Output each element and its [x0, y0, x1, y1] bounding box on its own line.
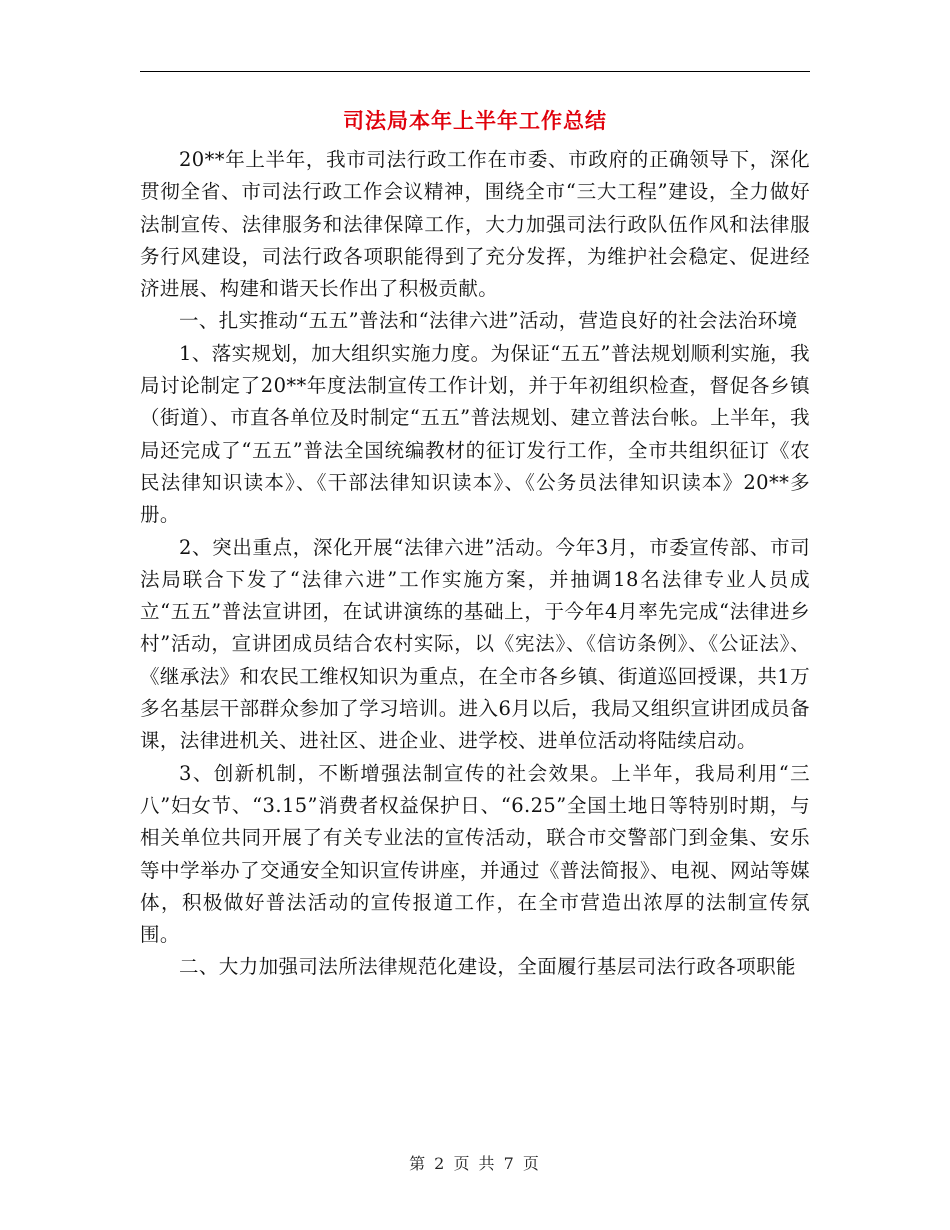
body-paragraph-3: 3、创新机制，不断增强法制宣传的社会效果。上半年，我局利用“三八”妇女节、“3.15”消费者权益保护日、“6.25”全国土地日等特别时期，与相关单位共同开展了有关专业法的宣传活动，联合市交警部门到金集、安乐等中学举办了交通安全知识宣传讲座，并通过《普法简报》、电视、网站等媒体，积极做好普法活动的宣传报道工作，在全市营造出浓厚的法制宣传氛围。 [140, 761, 810, 947]
document-page [140, 104, 810, 984]
intro-paragraph: 20**年上半年，我市司法行政工作在市委、市政府的正确领导下，深化贯彻全省、市司法行政工作会议精神，围绕全市“三大工程”建设，全力做好法制宣传、法律服务和法律保障工作，大力加强司法行政队伍作风和法律服务行风建设，司法行政各项职能得到了充分发挥，为维护社会稳定、促进经济进展、构建和谐天长作出了积极贡献。 [140, 148, 810, 301]
section-heading-1: 一、扎实推动“五五”普法和“法律六进”活动，营造良好的社会法治环境 [179, 309, 798, 333]
page-number-footer: 第 2 页 共 7 页 [409, 1154, 541, 1173]
document-body [140, 144, 810, 984]
document-title: 司法局本年上半年工作总结 [343, 108, 607, 133]
body-paragraph-1: 1、落实规划，加大组织实施力度。为保证“五五”普法规划顺利实施，我局讨论制定了20**年度法制宣传工作计划，并于年初组织检查，督促各乡镇（街道）、市直各单位及时制定“五五”普法规划、建立普法台帐。上半年，我局还完成了“五五”普法全国统编教材的征订发行工作，全市共组织征订《农民法律知识读本》、《干部法律知识读本》、《公务员法律知识读本》20**多册。 [140, 341, 810, 527]
body-paragraph-2: 2、突出重点，深化开展“法律六进”活动。今年3月，市委宣传部、市司法局联合下发了“法律六进”工作实施方案，并抽调18名法律专业人员成立“五五”普法宣讲团，在试讲演练的基础上，于今年4月率先完成“法律进乡村”活动，宣讲团成员结合农村实际，以《宪法》、《信访条例》、《公证法》、《继承法》和农民工维权知识为重点，在全市各乡镇、街道巡回授课，共1万多名基层干部群众参加了学习培训。进入6月以后，我局又组织宣讲团成员备课，法律进机关、进社区、进企业、进学校、进单位活动将陆续启动。 [140, 535, 810, 753]
header-rule [140, 71, 810, 72]
section-heading-2: 二、大力加强司法所法律规范化建设，全面履行基层司法行政各项职能 [179, 955, 796, 979]
